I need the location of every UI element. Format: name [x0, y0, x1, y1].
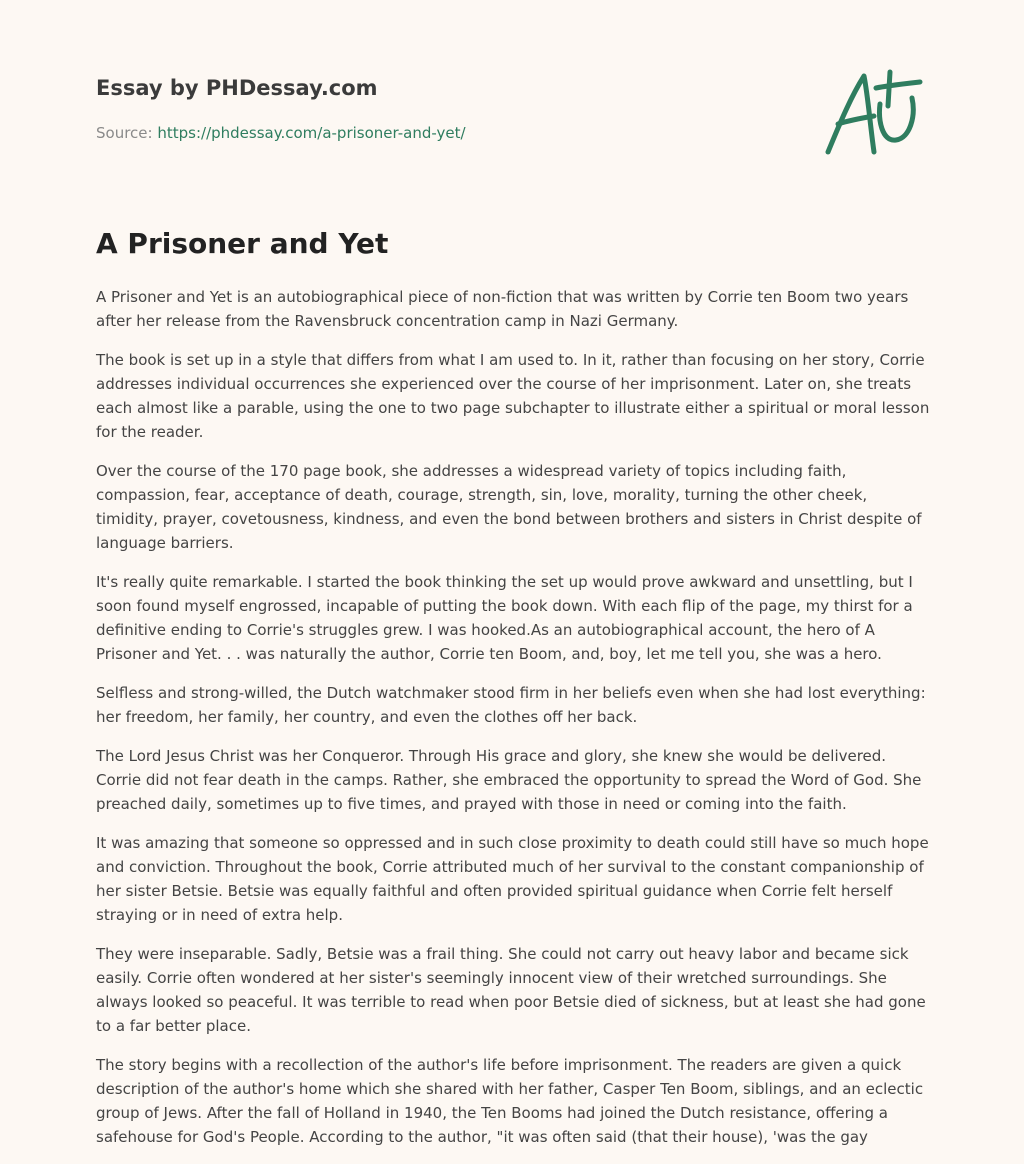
essay-paragraph: Selfless and strong-willed, the Dutch watchmaker stood firm in her beliefs even when she had lost everything: her freedom, her family, her country, and even the clothes off her back.: [96, 684, 926, 726]
essay-title: A Prisoner and Yet: [96, 227, 389, 260]
essay-paragraph: The story begins with a recollection of the author's life before imprisonment. The readers are given a quick description of the author's home which she shared with her father, Casper Ten Boom, siblings, and an eclectic group of Jews. After the fall of Holland in 1940, the Ten Booms had joined the Dutch resistance, offering a safehouse for God's People. According to the author, "it was often said (that their house), 'was the gay: [96, 1056, 924, 1146]
essay-paragraph: The book is set up in a style that differs from what I am used to. In it, rather than focusing on her story, Corrie addresses individual occurrences she experienced over the course of her imprisonment. Later on, she treats each almost like a parable, using the one to two page subchapter to illustrate either a spiritual or moral lesson for the reader.: [96, 351, 930, 441]
a-plus-logo-icon: [824, 68, 928, 164]
source-line: [96, 124, 466, 142]
source-link[interactable]: https://phdessay.com/a-prisoner-and-yet/: [157, 124, 466, 142]
site-title: Essay by PHDessay.com: [96, 76, 378, 100]
essay-paragraph: The Lord Jesus Christ was her Conqueror. Through His grace and glory, she knew she would be delivered. Corrie did not fear death in the camps. Rather, she embraced the opportunity to spread the Word of God. She preached daily, sometimes up to five times, and prayed with those in need or coming into the faith.: [96, 747, 922, 813]
essay-body: [96, 285, 930, 1164]
essay-paragraph: A Prisoner and Yet is an autobiographical piece of non-fiction that was written by Corrie ten Boom two years after her release from the Ravensbruck concentration camp in Nazi Germany.: [96, 288, 909, 330]
essay-paragraph: It was amazing that someone so oppressed and in such close proximity to death could still have so much hope and conviction. Throughout the book, Corrie attributed much of her survival to the constant companionship of her sister Betsie. Betsie was equally faithful and often provided spiritual guidance when Corrie felt herself straying or in need of extra help.: [96, 834, 929, 924]
source-label: Source:: [96, 124, 153, 142]
essay-paragraph: They were inseparable. Sadly, Betsie was a frail thing. She could not carry out heavy labor and became sick easily. Corrie often wondered at her sister's seemingly innocent view of their wretched surroundings. She always looked so peaceful. It was terrible to read when poor Betsie died of sickness, but at least she had gone to a far better place.: [96, 945, 926, 1035]
essay-header: [96, 74, 928, 174]
essay-paragraph: Over the course of the 170 page book, she addresses a widespread variety of topics including faith, compassion, fear, acceptance of death, courage, strength, sin, love, morality, turning the other cheek, timidity, prayer, covetousness, kindness, and even the bond between brothers and sisters in Christ despite of language barriers.: [96, 462, 922, 552]
essay-paragraph: It's really quite remarkable. I started the book thinking the set up would prove awkward and unsettling, but I soon found myself engrossed, incapable of putting the book down. With each flip of the page, my thirst for a definitive ending to Corrie's struggles grew. I was hooked.As an autobiographical account, the hero of A Prisoner and Yet. . . was naturally the author, Corrie ten Boom, and, boy, let me tell you, she was a hero.: [96, 573, 913, 663]
